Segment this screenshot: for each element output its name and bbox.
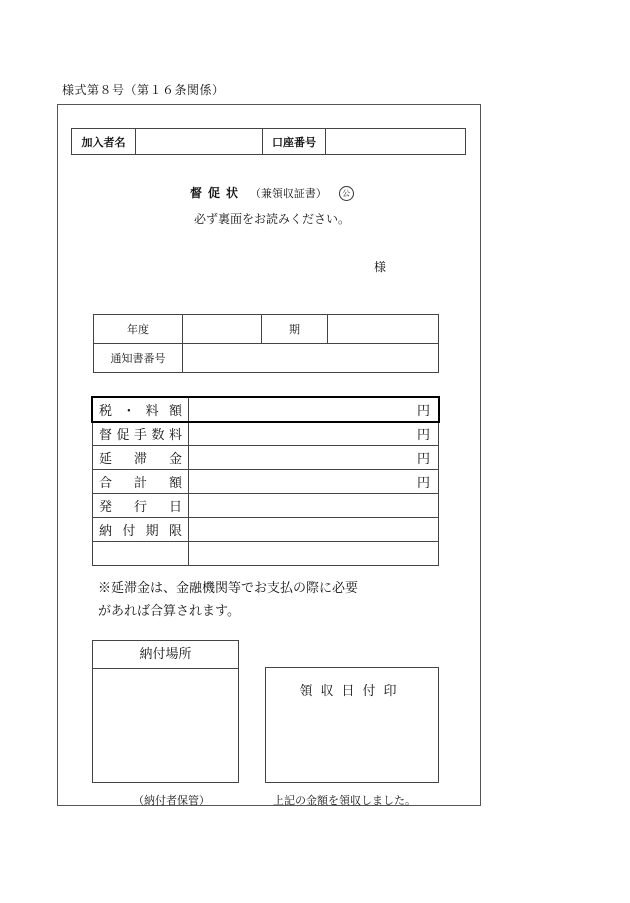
- label-char: ・: [122, 404, 136, 419]
- label-char: 料: [168, 428, 182, 443]
- label-char: 金: [168, 452, 182, 467]
- notice-number-field[interactable]: [183, 344, 439, 373]
- amount-row: [93, 446, 439, 470]
- label-char: 税: [99, 404, 113, 419]
- amount-row-label-text: [99, 424, 182, 443]
- label-char: 日: [168, 500, 182, 515]
- amount-row-value[interactable]: [189, 422, 439, 446]
- label-char: 限: [168, 524, 182, 539]
- amount-row-label-text: [99, 448, 182, 467]
- label-char: 滞: [133, 452, 147, 467]
- amount-row-label-text: [99, 520, 182, 539]
- payment-place-box: [92, 640, 239, 783]
- amount-row-label: [93, 446, 189, 470]
- amount-row-value[interactable]: [189, 446, 439, 470]
- account-number-label: 口座番号: [263, 129, 326, 155]
- amount-row-label-text: [99, 472, 182, 491]
- form-number-label: 様式第８号（第１６条関係）: [62, 83, 225, 97]
- late-fee-note-line1: ※延滞金は、金融機関等でお支払の際に必要: [98, 581, 359, 596]
- read-reverse-notice: 必ず裏面をお読みください。: [194, 212, 351, 226]
- label-char: 行: [133, 500, 147, 515]
- term-field[interactable]: [328, 315, 439, 344]
- yen-unit: 円: [416, 428, 430, 443]
- amount-row: [93, 494, 439, 518]
- title-main: 督促状: [190, 186, 245, 200]
- title-sub: （兼領収証書）: [249, 187, 327, 200]
- label-char: 額: [168, 404, 182, 419]
- payment-place-label: 納付場所: [93, 641, 238, 669]
- yen-unit: 円: [416, 452, 430, 467]
- amount-row-label: [93, 518, 189, 542]
- late-fee-note-line2: があれば合算されます。: [98, 604, 240, 619]
- receipt-stamp-label: 領収日付印: [299, 684, 405, 699]
- label-char: 納: [99, 524, 113, 539]
- label-char: 督: [99, 428, 113, 443]
- label-char: 手: [133, 428, 147, 443]
- period-table: [93, 314, 439, 373]
- term-label: 期: [262, 315, 328, 344]
- amount-row-label: [93, 422, 189, 446]
- public-seal-icon: 公: [339, 186, 354, 201]
- receipt-confirmation-note: 上記の金額を領収しました。: [273, 794, 416, 807]
- label-char: 合: [99, 476, 113, 491]
- member-name-label: 加入者名: [72, 129, 136, 155]
- label-char: 付: [122, 524, 136, 539]
- amount-row: [93, 422, 439, 446]
- honorific-sama: 様: [374, 260, 387, 274]
- yen-unit: 円: [416, 476, 430, 491]
- fiscal-year-field[interactable]: [183, 315, 262, 344]
- account-number-field[interactable]: [326, 129, 466, 155]
- label-char: 発: [99, 500, 113, 515]
- label-char: 数: [151, 428, 165, 443]
- payer-copy-note: （納付者保管）: [133, 794, 210, 807]
- amount-row: [93, 470, 439, 494]
- amount-row-label: [93, 542, 189, 566]
- amount-row-value[interactable]: [189, 470, 439, 494]
- label-char: 延: [99, 452, 113, 467]
- fiscal-year-label: 年度: [94, 315, 183, 344]
- label-char: 額: [168, 476, 182, 491]
- label-char: 料: [145, 404, 159, 419]
- amount-row-label: [93, 494, 189, 518]
- amount-row-label: [93, 470, 189, 494]
- member-info-table: [71, 128, 466, 155]
- amount-row-value[interactable]: [189, 542, 439, 566]
- notice-number-label: 通知書番号: [94, 344, 183, 373]
- amount-row-value[interactable]: [189, 494, 439, 518]
- amount-row: [93, 542, 439, 566]
- amount-row-label-text: [99, 496, 182, 515]
- amount-row: [93, 518, 439, 542]
- label-char: 計: [133, 476, 147, 491]
- label-char: 促: [116, 428, 130, 443]
- label-char: 期: [145, 524, 159, 539]
- yen-unit: 円: [416, 404, 430, 419]
- amount-row-value[interactable]: [189, 518, 439, 542]
- tax-amount-highlight: [91, 396, 440, 423]
- receipt-date-stamp-box: [265, 667, 439, 783]
- member-name-field[interactable]: [136, 129, 263, 155]
